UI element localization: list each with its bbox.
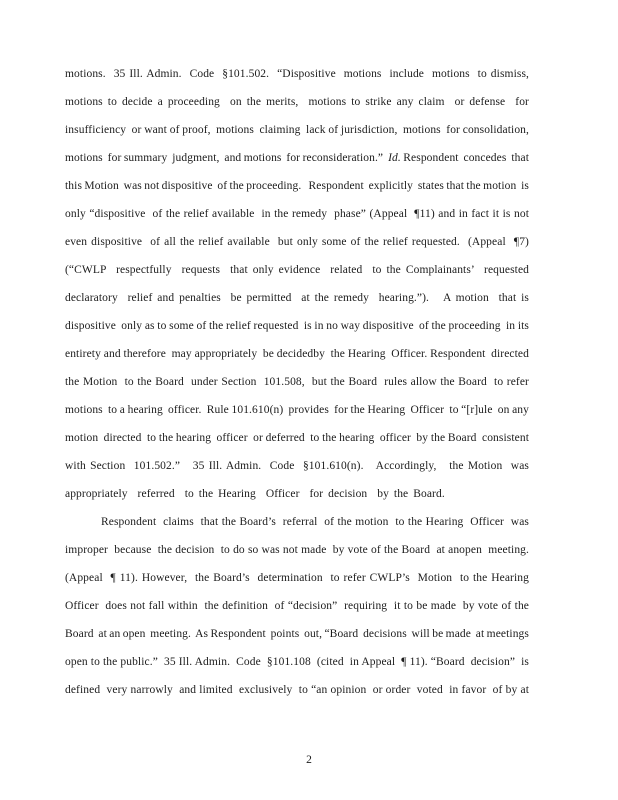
text-line bbox=[65, 396, 529, 424]
case-citation-id: Id. bbox=[388, 152, 401, 164]
text-line bbox=[65, 200, 529, 228]
text-line bbox=[65, 172, 529, 200]
page-number: 2 bbox=[306, 754, 312, 766]
line-text: improper because the decision to do so was not made by vote of the Board at anopen meeting. bbox=[65, 544, 529, 556]
line-text: motion directed to the hearing officer or deferred to the hearing officer by the Board consistent bbox=[65, 432, 529, 444]
line-text: this Motion was not dispositive of the proceeding. Respondent explicitly states that the motion is bbox=[65, 180, 529, 192]
line-text: declaratory relief and penalties be permitted at the remedy hearing.”). A motion that is bbox=[65, 292, 529, 304]
text-line bbox=[65, 508, 529, 536]
line-text-segment: motions for summary judgment, and motions for reconsideration.” bbox=[65, 152, 389, 164]
text-line bbox=[65, 144, 529, 172]
text-line bbox=[65, 228, 529, 256]
text-line bbox=[65, 620, 529, 648]
text-line bbox=[65, 536, 529, 564]
line-text: the Motion to the Board under Section 101.508, but the Board rules allow the Board to refer bbox=[65, 376, 529, 388]
line-text-segment: Respondent concedes that bbox=[400, 152, 529, 164]
line-text bbox=[65, 152, 529, 164]
body-text bbox=[65, 60, 529, 704]
text-line bbox=[65, 312, 529, 340]
line-text: only “dispositive of the relief available in the remedy phase” (Appeal ¶11) and in fact it is not bbox=[65, 208, 529, 220]
line-text: appropriately referred to the Hearing Officer for decision by the Board. bbox=[65, 488, 445, 500]
line-text: even dispositive of all the relief available but only some of the relief requested. (Appeal ¶7) bbox=[65, 236, 529, 248]
text-line bbox=[65, 256, 529, 284]
line-text: Respondent claims that the Board’s referral of the motion to the Hearing Officer was bbox=[101, 516, 529, 528]
line-text: Officer does not fall within the definition of “decision” requiring it to be made by vote of the bbox=[65, 600, 529, 612]
text-line bbox=[65, 648, 529, 676]
text-line bbox=[65, 424, 529, 452]
line-text: entirety and therefore may appropriately be decidedby the Hearing Officer. Respondent directed bbox=[65, 348, 529, 360]
text-line bbox=[65, 592, 529, 620]
line-text: Board at an open meeting. As Respondent points out, “Board decisions will be made at meetings bbox=[65, 628, 529, 640]
line-text: open to the public.” 35 Ill. Admin. Code §101.108 (cited in Appeal ¶ 11). “Board decision” is bbox=[65, 656, 529, 668]
text-line bbox=[65, 368, 529, 396]
line-text: insufficiency or want of proof, motions claiming lack of jurisdiction, motions for consolidation, bbox=[65, 124, 529, 136]
line-text: motions to decide a proceeding on the merits, motions to strike any claim or defense for bbox=[65, 96, 529, 108]
line-text: motions. 35 Ill. Admin. Code §101.502. “Dispositive motions include motions to dismiss, bbox=[65, 68, 529, 80]
text-line bbox=[65, 116, 529, 144]
line-text: dispositive only as to some of the relief requested is in no way dispositive of the proceeding in its bbox=[65, 320, 529, 332]
text-line bbox=[65, 564, 529, 592]
line-text: (Appeal ¶ 11). However, the Board’s determination to refer CWLP’s Motion to the Hearing bbox=[65, 572, 529, 584]
line-text: defined very narrowly and limited exclusively to “an opinion or order voted in favor of by at bbox=[65, 684, 529, 696]
text-line bbox=[65, 60, 529, 88]
text-line bbox=[65, 452, 529, 480]
text-line bbox=[65, 340, 529, 368]
line-text: with Section 101.502.” 35 Ill. Admin. Code §101.610(n). Accordingly, the Motion was bbox=[65, 460, 529, 472]
paragraph-1 bbox=[65, 60, 529, 508]
line-text: (“CWLP respectfully requests that only evidence related to the Complainants’ requested bbox=[65, 264, 529, 276]
text-line bbox=[65, 284, 529, 312]
text-line bbox=[65, 88, 529, 116]
line-text: motions to a hearing officer. Rule 101.610(n) provides for the Hearing Officer to “[r]ule on any bbox=[65, 404, 530, 416]
text-line bbox=[65, 480, 529, 508]
text-line bbox=[65, 676, 529, 704]
paragraph-2 bbox=[65, 508, 529, 704]
